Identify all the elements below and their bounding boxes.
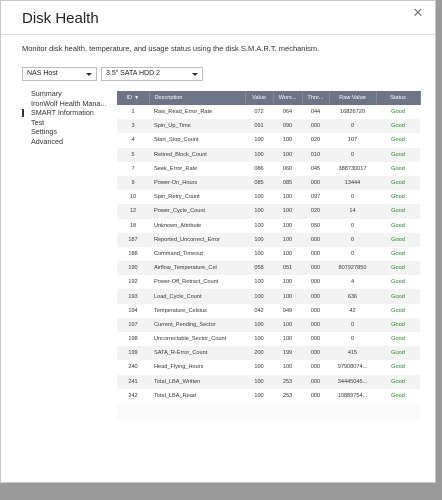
host-select-value: NAS Host <box>27 70 58 77</box>
host-select[interactable] <box>22 67 97 81</box>
cell-description: Load_Cycle_Count <box>154 293 202 300</box>
cell-status: Good <box>391 165 405 172</box>
cell-value: 100 <box>254 336 264 343</box>
cell-threshold: 000 <box>310 279 321 286</box>
cell-value: 100 <box>254 378 264 385</box>
table-row[interactable] <box>117 332 420 346</box>
cell-threshold: 000 <box>310 307 321 314</box>
cell-description: Power-On_Hours <box>154 180 198 187</box>
cell-status: Good <box>391 350 405 357</box>
cell-worst: 060 <box>282 165 293 172</box>
cell-id: 7 <box>131 165 135 172</box>
cell-worst: 100 <box>282 250 293 257</box>
cell-description: Raw_Read_Error_Rate <box>154 109 213 116</box>
cell-worst: 049 <box>282 307 293 314</box>
cell-description: Start_Stop_Count <box>154 137 199 144</box>
cell-id: 197 <box>128 321 138 328</box>
table-row[interactable] <box>117 360 420 374</box>
cell-threshold: 020 <box>310 208 321 215</box>
table-row[interactable] <box>117 133 420 147</box>
table-row[interactable] <box>117 204 420 218</box>
cell-threshold: 000 <box>310 265 321 272</box>
cell-id: 194 <box>128 307 138 314</box>
cell-value: 085 <box>254 180 264 187</box>
cell-worst: 100 <box>282 279 293 286</box>
cell-worst: 100 <box>282 194 293 201</box>
cell-status: Good <box>391 336 405 343</box>
cell-status: Good <box>391 109 405 116</box>
cell-raw: 10889754... <box>337 392 368 399</box>
table-row[interactable] <box>117 176 420 190</box>
cell-raw: 16826720 <box>340 109 365 116</box>
cell-status: Good <box>391 123 405 130</box>
cell-worst: 199 <box>282 350 293 357</box>
cell-value: 100 <box>254 137 264 144</box>
cell-worst: 100 <box>282 236 293 243</box>
cell-raw: 0 <box>350 321 355 328</box>
cell-value: 042 <box>254 307 264 314</box>
cell-id: 188 <box>128 250 138 257</box>
cell-value: 100 <box>254 321 264 328</box>
cell-threshold: 020 <box>310 137 321 144</box>
side-nav <box>22 89 112 146</box>
cell-threshold: 045 <box>310 165 321 172</box>
cell-worst: 253 <box>282 392 293 399</box>
nav-item-summary[interactable]: Summary <box>31 89 62 98</box>
table-row[interactable] <box>117 219 420 233</box>
dialog-titlebar <box>1 1 435 35</box>
cell-raw: 415 <box>347 350 358 357</box>
cell-raw: 0 <box>350 222 355 229</box>
cell-value: 100 <box>254 392 264 399</box>
nav-item-test[interactable]: Test <box>31 117 45 127</box>
table-row[interactable] <box>117 247 420 261</box>
cell-worst: 100 <box>282 137 293 144</box>
cell-threshold: 000 <box>310 236 321 243</box>
cell-threshold: 000 <box>310 123 321 130</box>
cell-worst: 085 <box>282 180 293 187</box>
cell-value: 058 <box>254 265 264 272</box>
table-row[interactable] <box>117 304 420 318</box>
cell-raw: 0 <box>350 336 355 343</box>
cell-description: Airflow_Temperature_Cel <box>154 265 217 272</box>
nav-item-ironwolf-health[interactable]: IronWolf Health Mana... <box>31 98 107 108</box>
cell-description: SATA_R-Error_Count <box>154 350 208 357</box>
cell-status: Good <box>391 265 405 272</box>
cell-raw: 107 <box>347 137 358 144</box>
cell-id: 242 <box>128 392 138 399</box>
cell-status: Good <box>391 236 405 243</box>
cell-threshold: 097 <box>310 194 321 201</box>
cell-worst: 100 <box>282 364 293 371</box>
cell-threshold: 000 <box>310 250 321 257</box>
cell-raw: 388730017 <box>338 165 367 172</box>
nav-item-smart-information[interactable]: SMART Information <box>22 108 112 118</box>
table-row[interactable] <box>117 148 420 162</box>
cell-id: 192 <box>128 279 138 286</box>
cell-id: 4 <box>131 137 135 144</box>
table-row[interactable] <box>117 162 420 176</box>
cell-raw: 0 <box>350 194 355 201</box>
nav-item-advanced[interactable]: Advanced <box>31 136 63 146</box>
cell-worst: 100 <box>282 151 293 158</box>
cell-description: Command_Timeout <box>154 250 203 257</box>
cell-id: 18 <box>129 222 137 229</box>
cell-value: 086 <box>254 165 264 172</box>
cell-threshold: 000 <box>310 321 321 328</box>
table-row[interactable] <box>117 318 420 332</box>
disk-select-value: 3.5" SATA HDD 2 <box>106 70 160 77</box>
cell-id: 187 <box>128 236 138 243</box>
chevron-down-icon <box>192 73 198 76</box>
cell-id: 193 <box>128 293 138 300</box>
column-header-worst[interactable]: Wors... <box>273 91 302 105</box>
cell-status: Good <box>391 180 405 187</box>
cell-id: 3 <box>131 123 135 130</box>
smart-table-container <box>117 91 420 421</box>
cell-value: 200 <box>254 350 264 357</box>
cell-worst: 253 <box>282 378 293 385</box>
cell-threshold: 000 <box>310 364 321 371</box>
cell-worst: 100 <box>282 208 293 215</box>
cell-status: Good <box>391 392 405 399</box>
cell-value: 072 <box>254 109 264 116</box>
cell-value: 100 <box>254 293 264 300</box>
cell-status: Good <box>391 293 405 300</box>
cell-id: 190 <box>128 265 138 272</box>
cell-description: Spin_Up_Time <box>154 123 191 130</box>
table-row[interactable] <box>117 346 420 360</box>
cell-status: Good <box>391 378 405 385</box>
cell-description: Unknown_Attribute <box>154 222 202 229</box>
table-row[interactable] <box>117 375 420 389</box>
cell-worst: 100 <box>282 293 293 300</box>
table-row[interactable] <box>117 190 420 204</box>
close-icon[interactable]: ✕ <box>412 5 424 20</box>
table-row[interactable] <box>117 261 420 275</box>
cell-worst: 064 <box>282 109 293 116</box>
cell-raw: 807927850 <box>338 265 367 272</box>
cell-value: 100 <box>254 208 264 215</box>
cell-raw: 0 <box>350 236 355 243</box>
cell-description: Total_LBA_Read <box>154 392 196 399</box>
dialog-description: Monitor disk health, temperature, and usage status using the disk S.M.A.R.T. mechanism. <box>22 44 320 53</box>
cell-value: 100 <box>254 250 264 257</box>
column-header-raw-value[interactable]: Raw Value <box>329 91 376 105</box>
cell-id: 10 <box>129 194 137 201</box>
cell-threshold: 000 <box>310 180 321 187</box>
cell-raw: 97908074... <box>337 364 368 371</box>
table-row[interactable] <box>117 119 420 133</box>
column-header-description[interactable]: Description <box>149 91 245 105</box>
cell-threshold: 050 <box>310 222 321 229</box>
cell-worst: 090 <box>282 123 293 130</box>
table-row[interactable] <box>117 389 420 403</box>
cell-threshold: 000 <box>310 350 321 357</box>
cell-threshold: 000 <box>310 392 321 399</box>
cell-threshold: 000 <box>310 293 321 300</box>
table-row[interactable] <box>117 289 420 303</box>
cell-raw: 14 <box>349 208 356 215</box>
cell-status: Good <box>391 279 405 286</box>
cell-description: Temperature_Celsius <box>154 307 207 314</box>
cell-value: 091 <box>254 123 264 130</box>
cell-id: 1 <box>131 109 135 116</box>
cell-worst: 051 <box>282 265 293 272</box>
cell-value: 100 <box>254 236 264 243</box>
smart-table <box>117 91 421 403</box>
cell-raw: 34445045... <box>337 378 368 385</box>
cell-worst: 100 <box>282 321 293 328</box>
cell-value: 100 <box>254 222 264 229</box>
cell-worst: 100 <box>282 222 293 229</box>
cell-threshold: 000 <box>310 378 321 385</box>
column-header-value[interactable]: Value <box>245 91 273 105</box>
cell-description: Total_LBA_Written <box>154 378 201 385</box>
cell-status: Good <box>391 194 405 201</box>
cell-value: 100 <box>254 194 264 201</box>
cell-worst: 100 <box>282 336 293 343</box>
table-row[interactable] <box>117 275 420 289</box>
chevron-down-icon <box>86 73 92 76</box>
table-row[interactable] <box>117 233 420 247</box>
sort-icon: ▼ <box>134 95 140 101</box>
cell-description: Power_Cycle_Count <box>154 208 205 215</box>
cell-id: 9 <box>131 180 135 187</box>
cell-raw: 0 <box>350 250 355 257</box>
cell-description: Retired_Block_Count <box>154 151 207 158</box>
cell-status: Good <box>391 364 405 371</box>
cell-id: 12 <box>129 208 137 215</box>
nav-item-settings[interactable]: Settings <box>31 127 57 136</box>
cell-threshold: 010 <box>310 151 321 158</box>
cell-status: Good <box>391 151 405 158</box>
table-row[interactable] <box>117 105 420 119</box>
cell-raw: 0 <box>350 123 355 130</box>
cell-description: Head_Flying_Hours <box>154 364 204 371</box>
column-header-id[interactable]: ID ▼ <box>117 91 149 105</box>
cell-description: Reported_Uncorrect_Error <box>154 236 220 243</box>
cell-status: Good <box>391 137 405 144</box>
cell-id: 198 <box>128 336 138 343</box>
cell-value: 100 <box>254 151 264 158</box>
cell-status: Good <box>391 250 405 257</box>
cell-description: Seek_Error_Rate <box>154 165 198 172</box>
cell-threshold: 000 <box>310 336 321 343</box>
cell-id: 5 <box>131 151 135 158</box>
column-header-threshold[interactable]: Thre... <box>302 91 329 105</box>
column-header-status[interactable]: Status <box>376 91 420 105</box>
cell-raw: 42 <box>349 307 356 314</box>
cell-status: Good <box>391 208 405 215</box>
cell-description: Spin_Retry_Count <box>154 194 200 201</box>
cell-id: 199 <box>128 350 138 357</box>
table-header-row <box>117 91 420 105</box>
cell-description: Power-Off_Retract_Count <box>154 279 219 286</box>
cell-status: Good <box>391 222 405 229</box>
cell-value: 100 <box>254 364 264 371</box>
disk-select[interactable] <box>101 67 203 81</box>
cell-threshold: 044 <box>310 109 321 116</box>
cell-id: 240 <box>128 364 138 371</box>
cell-raw: 4 <box>350 279 355 286</box>
cell-raw: 0 <box>350 151 355 158</box>
cell-raw: 13444 <box>344 180 361 187</box>
cell-status: Good <box>391 307 405 314</box>
cell-status: Good <box>391 321 405 328</box>
cell-value: 100 <box>254 279 264 286</box>
dialog-title: Disk Health <box>22 10 99 27</box>
cell-raw: 636 <box>347 293 358 300</box>
cell-description: Uncorrectable_Sector_Count <box>154 336 227 343</box>
cell-description: Current_Pending_Sector <box>154 321 216 328</box>
cell-id: 241 <box>128 378 138 385</box>
